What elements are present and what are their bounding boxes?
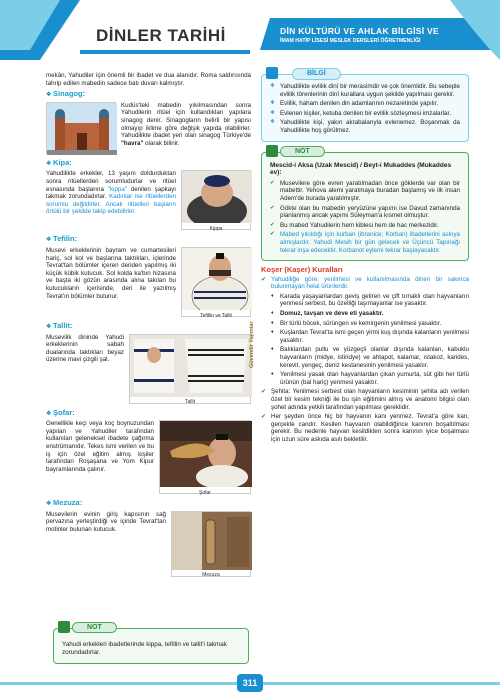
- page-title: DİNLER TARİHİ: [96, 26, 226, 45]
- page-number: 311: [237, 674, 263, 692]
- bilgi-label: BİLGİ: [292, 68, 341, 80]
- kipa-text-2: denilen şapkayı takmak zorundadırlar.: [46, 185, 177, 201]
- tefilin-text: Musevi erkeklerinin bayram ve cumartesileri hariç, sol kol ve başlarına taktıkları, içlerinde Tevrat'tan bölümler içeren deriden yapılmış iki küçük kübik kutucuk. Sol kolda ka'bın hizasına ve başta iki gözün arasında alına takılan bu kutucukların içerisinde, deri ile yazılmış Tevrat'ın bölümler bulunur.: [46, 246, 176, 300]
- note2-title: Mescid-i Aksa (Uzak Mescid) / Beyt-i Mukaddes (Mukaddes ev):: [270, 161, 452, 177]
- kosher-sub-item: ♦ Bir türlü böcek, sürüngen ve kemirgenin yenilmesi yasaktır.: [271, 320, 469, 328]
- kosher-sub-item: ♦ Karada yaşayanlardan geviş getiren ve çift tırnaklı olan hayvanların yenmesi serbest, bu özelliği taşımayanlar ise yasaktır.: [271, 293, 469, 308]
- sinagog-text-end: olarak bilinir.: [143, 139, 180, 147]
- sinagog-text: Kudüs'teki mabedin yıkılmasından sonra Yahudilerin ritüel için kullandıkları yapılara sinagog denir. Sinagogların belirli bir yapısı olmayıp iklime göre değişik yapıda olabilirler. Yahudilikte ibadet yeri olan sinagog Türkiye'de: [121, 101, 251, 140]
- kippa-term: "kippa": [107, 185, 127, 193]
- kipa-heading: ❖ Kipa:: [46, 159, 251, 169]
- publisher-watermark: Güvenilir Yayınlar: [249, 321, 255, 369]
- havra-term: "havra": [121, 139, 144, 147]
- kosher-sub-item: ♦ Balıklardan pullu ve yüzgeçli olanlar dışında kalanları, kabuklu hayvanların (midye, istiridye) ve ahtapot, kalamar, ıstakoz, karides, kerevit, yengeç, deniz kestanesinin yenilmesi yasaktır.: [271, 346, 469, 369]
- kosher-heading: Koşer (Kaşer) Kuralları: [261, 265, 343, 275]
- kipa-caption: Kippa: [209, 225, 223, 232]
- tefilin-heading: ❖ Tefilin:: [46, 235, 251, 245]
- note2-item: ✔ Mabed yıkıldığı için kurban (ibranice; Korban) ibadetlerini askıya almışlardır. Yahudi Mesih bir gün gelecek ve Üçüncü Tapınağı tekrar inşa edecektir. Korbanot eylemi tekrar başlayacaktır.: [270, 231, 460, 254]
- sofar-caption: Şofar: [199, 489, 211, 496]
- note2-item: ✔ Bu mabed Yahudilerin hem kiblesi hem de hac merkezidir.: [270, 222, 460, 230]
- course-subtitle: İMAM HATİP LİSESİ MESLEK DERSLERİ ÖĞRETMENLİĞİ: [280, 38, 421, 44]
- tallit-text: Musevilik dininde Yahudi erkeklerinin sabah dualarında taktıkları beyaz üzerine mavi çizgili şal.: [46, 333, 124, 364]
- sinagog-image: [46, 102, 116, 154]
- left-note-box: [53, 624, 249, 664]
- mezuza-heading: ❖ Mezuza:: [46, 499, 251, 509]
- intro-paragraph: mekân, Yahudiler için önemli bir ibadet ve dua alanıdır. Roma saldırısında tahrip edilen mabedin sadece batı duvarı kalmıştır.: [46, 72, 251, 87]
- sofar-heading: ❖ Şofar:: [46, 409, 251, 419]
- mezuza-caption: Mezuza: [202, 572, 220, 579]
- tallit-image: [129, 334, 251, 404]
- bilgi-item: ❖ Evlenen kişiler, ketuba denilen bir evlilik sözleşmesi imzalarlar.: [270, 110, 460, 118]
- tefilin-caption: Tefillin ve Tallit: [200, 312, 232, 319]
- bilgi-item: ❖ Evlilik, haham denilen din adamlarının nezaretinde yapılır.: [270, 100, 460, 108]
- bilgi-list: [262, 75, 468, 141]
- tallit-caption: Tallit: [184, 399, 195, 406]
- kosher-rule: ✔ Her şeyden önce hiç bir hayvanın kanı yenmez. Tevrat'a göre kan, gerçekte candır. Kesilen hayvanın olabildiğince kanının boşaltılması gerekir. Bu nedenle hayvan kesildikten sonra kanının iyice boşalması için uzun süre askıda asılı bekletilir.: [261, 413, 469, 443]
- course-title: DİN KÜLTÜRÜ VE AHLAK BİLGİSİ VE: [280, 26, 439, 36]
- note2-list: [262, 177, 468, 260]
- bilgi-box: [261, 70, 469, 142]
- sofar-image: [159, 420, 251, 494]
- note2-box: [261, 147, 469, 262]
- kosher-rules: [261, 276, 469, 444]
- note-icon: [266, 145, 278, 157]
- sinagog-heading: ❖ Sinagog:: [46, 90, 251, 100]
- info-icon: [266, 67, 278, 79]
- left-note-text: Yahudi erkekleri ibadetlerinde kippa, tefillin ve tallit'i takmak zorundadırlar.: [62, 641, 227, 656]
- note2-label: NOT: [280, 146, 325, 158]
- bilgi-item: ❖ Yahudilikte evlilik dinî bir merasimdir ve çok önemlidir. Bu sebeple evlilik törenlerinin dinî kurallara uygun şekilde yapılması gerekir.: [270, 83, 460, 98]
- kipa-text: Yahudilikte erkekler, 13 yaşını doldurduktan sonra ritüellerden sorumludurlar ve ritüel esnasında başlarına: [46, 170, 176, 193]
- mezuza-image: [171, 511, 251, 577]
- bilgi-item: ❖ Yahudilikte kişi, yakın akrabalarıyla evlenemez. Boşanmak da Yahudilikte hoş görülmez.: [270, 119, 460, 134]
- kosher-rule: [261, 276, 469, 387]
- kipa-women-note: Kadınlar ise ritüellerden sorumlu değildirler. Ancak ritüelleri başların örtülü bir şekilde takip edebilirler.: [46, 193, 176, 216]
- left-note-label: NOT: [72, 622, 117, 633]
- tefilin-image: [181, 247, 251, 317]
- kipa-image: [181, 170, 251, 230]
- sofar-text: Genellikle keçi veya koç boynuzundan yapılan ve Yahudiler tarafından kullanılan geleneksel ibadete çağırma enstrümanıdır. Tekes ismi verilen ve bu iş için özel eğitim almış kişiler tarafından Roşaşana ve Yom Kipur bayramlarında çalınır.: [46, 420, 154, 473]
- right-column: [261, 72, 469, 446]
- mezuza-text: Musevilerin evinin giriş kapısının sağ pervazına yerleştirdiği ve içinde Tevrat'tan motinler bulunan kutucuk.: [46, 510, 166, 533]
- note-icon: [58, 621, 70, 633]
- header-right-text: [250, 0, 500, 70]
- kosher-rule-text: Yahudiliğe göre; yenilmesi ve kullanılmasında dinen bir sakınca bulunmayan helal ürünlerdir.: [271, 275, 469, 291]
- kosher-sub-list: [271, 293, 469, 387]
- note2-item: ✔ Gökte olan bu mabedin yeryüzüne yapımı ise Davud zamanında planlanmış ancak yapımı Süleyman'a kısmet olmuştur.: [270, 205, 460, 220]
- note2-item: ✔ Musevilere göre evren yaratılmadan önce göklerde var olan bir mabettir. Yehova alemi yaratmaya buradan başlamış ve ilk insan Adem'de burada yaratılmıştır.: [270, 180, 460, 203]
- kosher-sub-item: ♦ Domuz, tavşan ve deve eti yasaktır.: [271, 310, 469, 318]
- kosher-sub-item: ♦ Yenilmesi yasak olan hayvanlardan çıkan yumurta, süt gibi her türlü ürünün (bal hariç) yenmesi yasaktır.: [271, 371, 469, 386]
- tallit-heading: ❖ Tallit:: [46, 322, 251, 332]
- kosher-rule: ✔ Şehita: Yenilmesi serbest olan hayvanların kesiminin şehita adı verilen özel bir kesim tekniği ile bu işin eğitimini almış ve anatomi bilgisi olan şohet adında yetkili tarafından yapılması gereklidir.: [261, 388, 469, 411]
- kosher-sub-item: ♦ Kuşlardan Tevrat'ta ismi geçen yirmi kuş dışında kalanların yenilmesi yasaktır.: [271, 329, 469, 344]
- left-column: [46, 72, 251, 579]
